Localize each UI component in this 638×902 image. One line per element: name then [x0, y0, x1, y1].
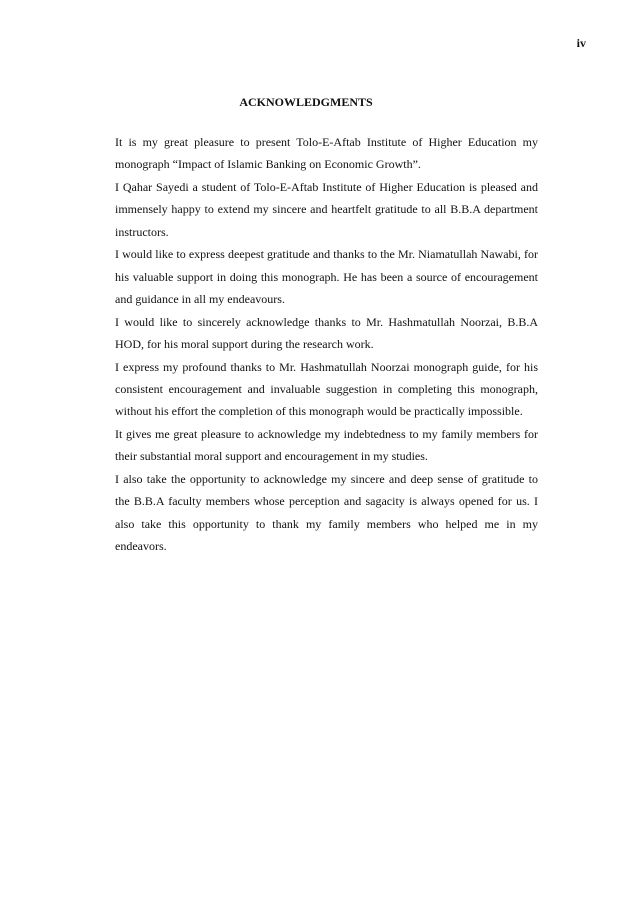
paragraph: I also take the opportunity to acknowledge my sincere and deep sense of gratitude to the B.B.A faculty members whose perception and sagacity is always opened for us. I also take this opportunity to thank my family members who helped me in my endeavors.: [115, 471, 538, 554]
paragraph: I Qahar Sayedi a student of Tolo-E-Aftab Institute of Higher Education is pleased and immensely happy to extend my sincere and heartfelt gratitude to all B.B.A department instructors.: [115, 179, 538, 239]
page-title: ACKNOWLEDGMENTS: [239, 95, 373, 109]
acknowledgment-body: [115, 131, 538, 558]
paragraph: It is my great pleasure to present Tolo-E-Aftab Institute of Higher Education my monograph “Impact of Islamic Banking on Economic Growth”.: [115, 135, 538, 172]
paragraph: I would like to sincerely acknowledge thanks to Mr. Hashmatullah Noorzai, B.B.A HOD, for his moral support during the research work.: [115, 314, 538, 352]
page-number: iv: [576, 36, 586, 50]
paragraph: It gives me great pleasure to acknowledge my indebtedness to my family members for their substantial moral support and encouragement in my studies.: [115, 426, 538, 464]
paragraph: I would like to express deepest gratitude and thanks to the Mr. Niamatullah Nawabi, for his valuable support in doing this monograph. He has been a source of encouragement and guidance in all my endeavours.: [115, 247, 538, 307]
paragraph: I express my profound thanks to Mr. Hashmatullah Noorzai monograph guide, for his consistent encouragement and invaluable suggestion in completing this monograph, without his effort the completion of this monograph would be practically impossible.: [115, 359, 538, 419]
